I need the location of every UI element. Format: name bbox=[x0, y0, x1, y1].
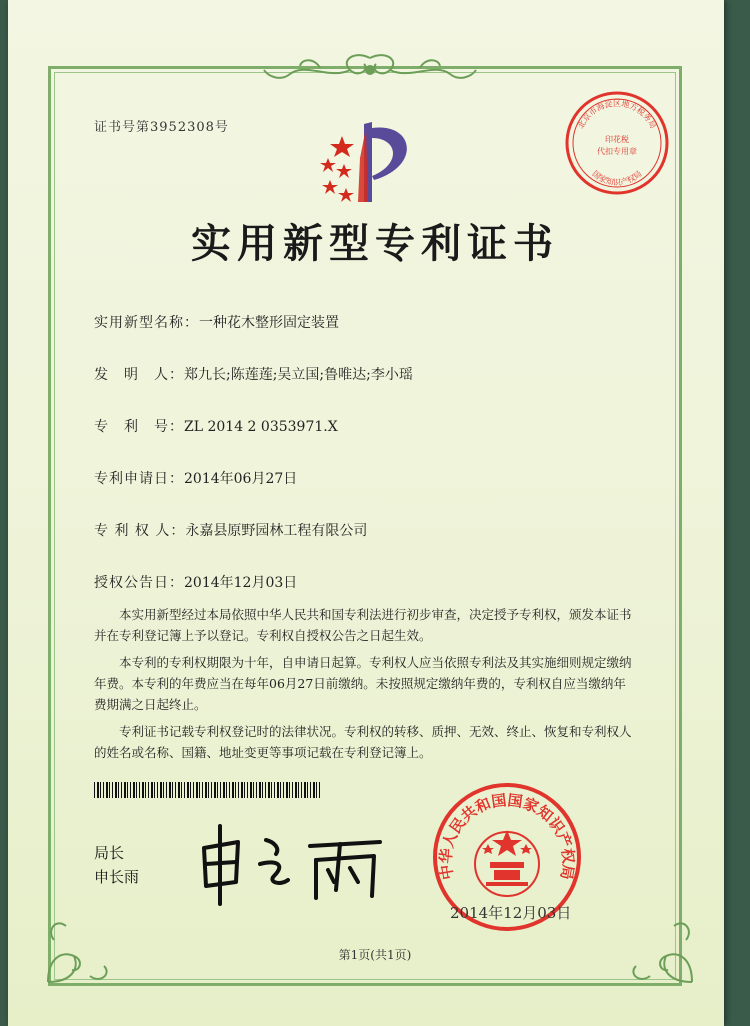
seal-ring-text: 中华人民共和国国家知识产权局 bbox=[436, 791, 578, 882]
page-title: 实用新型专利证书 bbox=[191, 220, 559, 267]
tax-stamp-seal bbox=[562, 88, 672, 198]
field-label: 专利申请日： bbox=[94, 471, 184, 487]
patent-office-logo-icon bbox=[314, 118, 424, 206]
body-paragraph: 本专利的专利权期限为十年，自申请日起算。专利权人应当依照专利法及其实施细则规定缴纳年费。本专利的年费应当在每年06月27日前缴纳。未按照规定缴纳年费的，专利权自应当缴纳年费期满之日起终止。 bbox=[94, 655, 632, 712]
field-value: ZL 2014 2 0353971.X bbox=[184, 419, 338, 435]
signatory-role: 局长 bbox=[94, 844, 125, 862]
tax-seal-bottom-text: 国家知识产权局 bbox=[590, 169, 644, 187]
field-value: 2014年06月27日 bbox=[184, 471, 298, 487]
corner-ornament-icon bbox=[40, 900, 130, 990]
tax-seal-top-text: 北京市海淀区地方税务局 bbox=[576, 99, 658, 131]
corner-ornament-icon bbox=[610, 900, 700, 990]
field-inventors bbox=[94, 364, 413, 384]
certificate-number: 证书号第3952308号 bbox=[94, 120, 229, 135]
seal-date: 2014年12月03日 bbox=[450, 904, 572, 922]
field-value: 一种花木整形固定装置 bbox=[199, 315, 339, 331]
tax-seal-mid-text: 印花税 bbox=[605, 135, 629, 144]
body-paragraph: 本实用新型经过本局依照中华人民共和国专利法进行初步审查，决定授予专利权，颁发本证书并在专利登记簿上予以登记。专利权自授权公告之日起生效。 bbox=[94, 607, 632, 643]
field-label: 实用新型名称： bbox=[94, 315, 199, 331]
field-utility-model-name bbox=[94, 312, 339, 332]
field-value: 2014年12月03日 bbox=[184, 575, 298, 591]
field-label: 专 利 权 人： bbox=[94, 523, 186, 539]
handwritten-signature bbox=[190, 820, 390, 910]
field-value: 郑九长;陈莲莲;吴立国;鲁唯达;李小瑶 bbox=[184, 367, 413, 383]
field-application-date bbox=[94, 468, 297, 488]
field-patentee bbox=[94, 520, 367, 540]
barcode bbox=[94, 782, 320, 798]
field-label: 发 明 人： bbox=[94, 367, 184, 383]
field-label: 授权公告日： bbox=[94, 575, 184, 591]
field-value: 永嘉县原野园林工程有限公司 bbox=[185, 523, 368, 539]
page-footer: 第1页(共1页) bbox=[338, 948, 412, 962]
field-grant-date bbox=[94, 572, 297, 592]
field-label: 专 利 号： bbox=[94, 419, 184, 435]
body-paragraph: 专利证书记载专利权登记时的法律状况。专利权的转移、质押、无效、终止、恢复和专利权人的姓名或名称、国籍、地址变更等事项记载在专利登记簿上。 bbox=[94, 724, 632, 760]
top-ornament-icon bbox=[260, 50, 480, 92]
svg-text:国家知识产权局 bbox=[590, 169, 643, 187]
signatory-name: 申长雨 bbox=[94, 868, 140, 886]
certificate-body bbox=[94, 604, 634, 769]
field-patent-number bbox=[94, 416, 338, 436]
tax-seal-mid-text-2: 代扣专用章 bbox=[597, 147, 637, 156]
